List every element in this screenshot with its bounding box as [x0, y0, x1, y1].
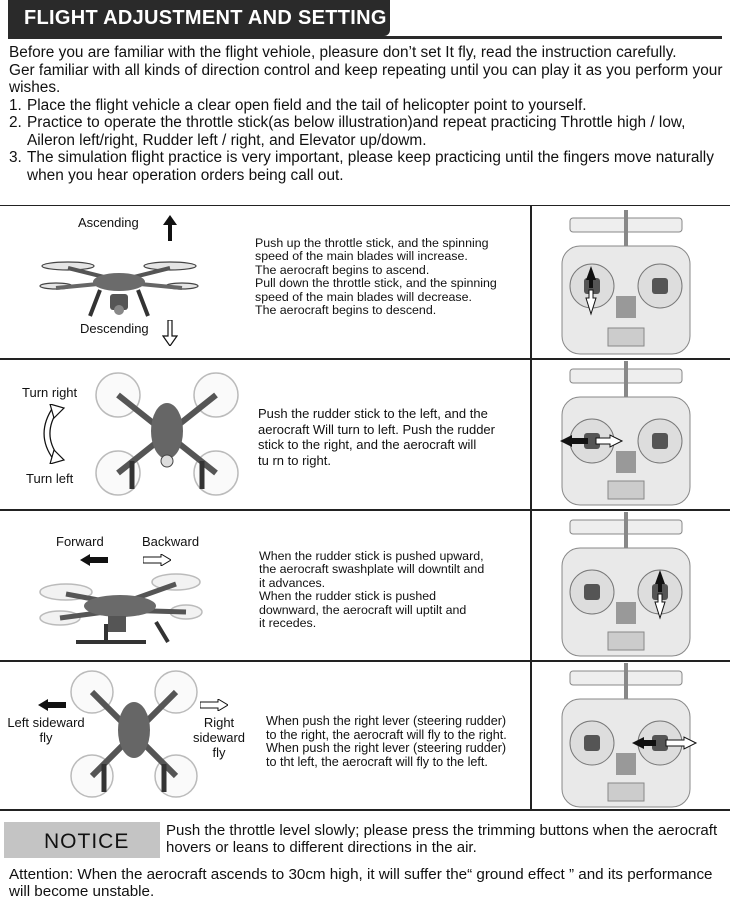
arrow-down-icon — [162, 320, 178, 346]
page-title: FLIGHT ADJUSTMENT AND SETTING — [24, 7, 387, 29]
remote-controller-icon — [558, 361, 694, 507]
item-text: Place the flight vehicle a clear open field and the tail of helicopter point to yourself. — [27, 96, 587, 114]
arrow-right-icon — [200, 699, 228, 711]
label-forward: Forward — [56, 534, 104, 549]
intro-paragraph-2: Ger familiar with all kinds of direction control and keep repeating until you can play it as you perform your wishes. — [9, 61, 723, 96]
attention-text: Attention: When the aerocraft ascends to 30cm high, it will suffer the“ ground effect ” and its performance will become unstable. — [9, 866, 713, 900]
arrow-up-icon — [162, 215, 178, 241]
drone-icon — [68, 668, 200, 804]
label-ascending: Ascending — [78, 215, 139, 230]
item-text: Practice to operate the throttle stick(as below illustration)and repeat practicing Throttle high / low, Aileron left/right, Rudder left / right, and Elevator up/dowm. — [27, 114, 686, 149]
label-left-sideward-fly: Left sideward fly — [7, 715, 85, 745]
instruction-item — [9, 97, 725, 115]
row-description: Push the rudder stick to the left, and the aerocraft Will turn to left. Push the rudder stick to the right, and the aerocraft will tu rn to right. — [258, 406, 495, 468]
intro-paragraph-1: Before you are familiar with the flight vehiole, pleasure don’t set It fly, read the instruction carefully. — [9, 44, 677, 61]
label-turn-right: Turn right — [22, 385, 78, 400]
remote-controller-icon — [558, 512, 694, 658]
instruction-item — [9, 114, 725, 149]
notice-label: NOTICE — [44, 830, 130, 853]
row-description: When the rudder stick is pushed upward, the aerocraft swashplate will downtilt and it advances. When the rudder stick is pushed downward, the aerocraft will uptilt and it recedes. — [259, 549, 485, 631]
header-rule — [8, 36, 722, 39]
instruction-table — [0, 205, 730, 811]
row-divider — [0, 509, 730, 511]
instruction-item — [9, 149, 725, 184]
item-text: The simulation flight practice is very important, please keep practicing until the fingers move naturally when you hear operation orders being call out. — [27, 149, 714, 184]
drone-icon — [92, 369, 242, 503]
item-number: 2. — [9, 114, 22, 131]
section-header — [8, 0, 390, 36]
label-descending: Descending — [80, 321, 149, 336]
drone-icon — [36, 562, 204, 652]
remote-controller-icon — [558, 210, 694, 356]
rotate-arrow-icon — [34, 404, 68, 464]
notice-text: Push the throttle level slowly; please press the trimming buttons when the aerocraft hovers or leans to different directions in the air. — [166, 822, 718, 856]
row-description: Push up the throttle stick, and the spinning speed of the main blades will increase. The aerocraft begins to ascend. Pull down the throttle stick, and the spinning speed of the main blades will decrease. The aerocraft begins to descend. — [255, 236, 497, 318]
remote-controller-icon — [558, 663, 698, 809]
label-right-sideward-fly: Right sideward fly — [192, 715, 246, 760]
item-number: 3. — [9, 149, 22, 166]
drone-icon — [38, 244, 200, 322]
item-number: 1. — [9, 96, 22, 114]
label-turn-left: Turn left — [26, 471, 74, 486]
arrow-left-icon — [38, 699, 66, 711]
notice-label-box — [4, 822, 160, 858]
intro-text — [9, 44, 725, 184]
label-backward: Backward — [142, 534, 200, 549]
row-divider — [0, 660, 730, 662]
column-divider — [530, 206, 532, 809]
row-description: When push the right lever (steering rudder) to the right, the aerocraft will fly to the right. When push the right lever (steering rudder) to tht left, the aerocraft will fly to the left. — [266, 714, 507, 769]
row-divider — [0, 358, 730, 360]
